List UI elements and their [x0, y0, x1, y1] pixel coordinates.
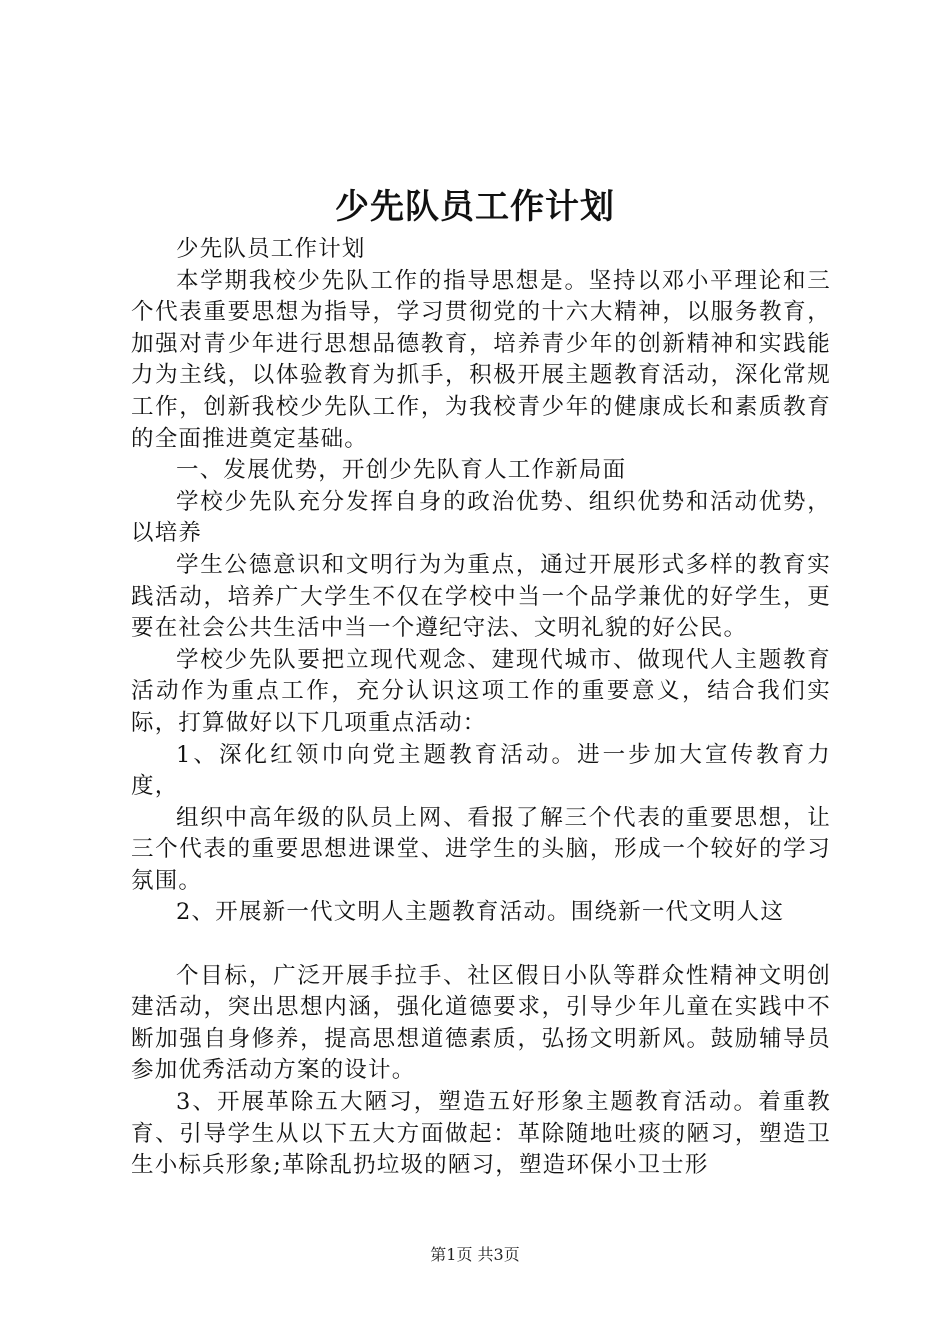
list-item-3: 3、开展革除五大陋习，塑造五好形象主题教育活动。着重教育、引导学生从以下五大方面做起：革除随地吐痰的陋习，塑造卫生小标兵形象;革除乱扔垃圾的陋习，塑造环保小卫士形	[131, 1089, 831, 1179]
list-item-1: 1、深化红领巾向党主题教育活动。进一步加大宣传教育力度，	[131, 741, 831, 800]
paragraph-online-study: 组织中高年级的队员上网、看报了解三个代表的重要思想，让三个代表的重要思想进课堂、进学生的头脑，形成一个较好的学习氛围。	[131, 804, 831, 894]
document-title: 少先队员工作计划	[335, 187, 615, 227]
paragraph-student-ethics: 学生公德意识和文明行为为重点，通过开展形式多样的教育实践活动，培养广大学生不仅在学校中当一个品学兼优的好学生，更要在社会公共生活中当一个遵纪守法、文明礼貌的好公民。	[131, 551, 831, 642]
paragraph-advantages: 学校少先队充分发挥自身的政治优势、组织优势和活动优势，以培养	[131, 488, 831, 547]
paragraph-guiding-thought: 本学期我校少先队工作的指导思想是。坚持以邓小平理论和三个代表重要思想为指导，学习贯彻党的十六大精神，以服务教育，加强对青少年进行思想品德教育，培养青少年的创新精神和实践能力为主线，以体验教育为抓手，积极开展主题教育活动，深化常规工作，创新我校少先队工作，为我校青少年的健康成长和素质教育的全面推进奠定基础。	[131, 267, 831, 452]
paragraph-modern-theme: 学校少先队要把立现代观念、建现代城市、做现代人主题教育活动作为重点工作，充分认识这项工作的重要意义，结合我们实际，打算做好以下几项重点活动：	[131, 646, 831, 736]
document-body	[131, 234, 831, 1182]
paragraph-heading-repeat: 少先队员工作计划	[176, 236, 366, 262]
list-item-2: 2、开展新一代文明人主题教育活动。围绕新一代文明人这	[176, 899, 785, 926]
section-heading-1: 一、发展优势，开创少先队育人工作新局面	[176, 457, 627, 484]
page-number-footer: 第1页 共3页	[430, 1245, 520, 1264]
paragraph-civilization-goal: 个目标，广泛开展手拉手、社区假日小队等群众性精神文明创建活动，突出思想内涵，强化道德要求，引导少年儿童在实践中不断加强自身修养，提高思想道德素质，弘扬文明新风。鼓励辅导员参加优秀活动方案的设计。	[131, 962, 831, 1084]
